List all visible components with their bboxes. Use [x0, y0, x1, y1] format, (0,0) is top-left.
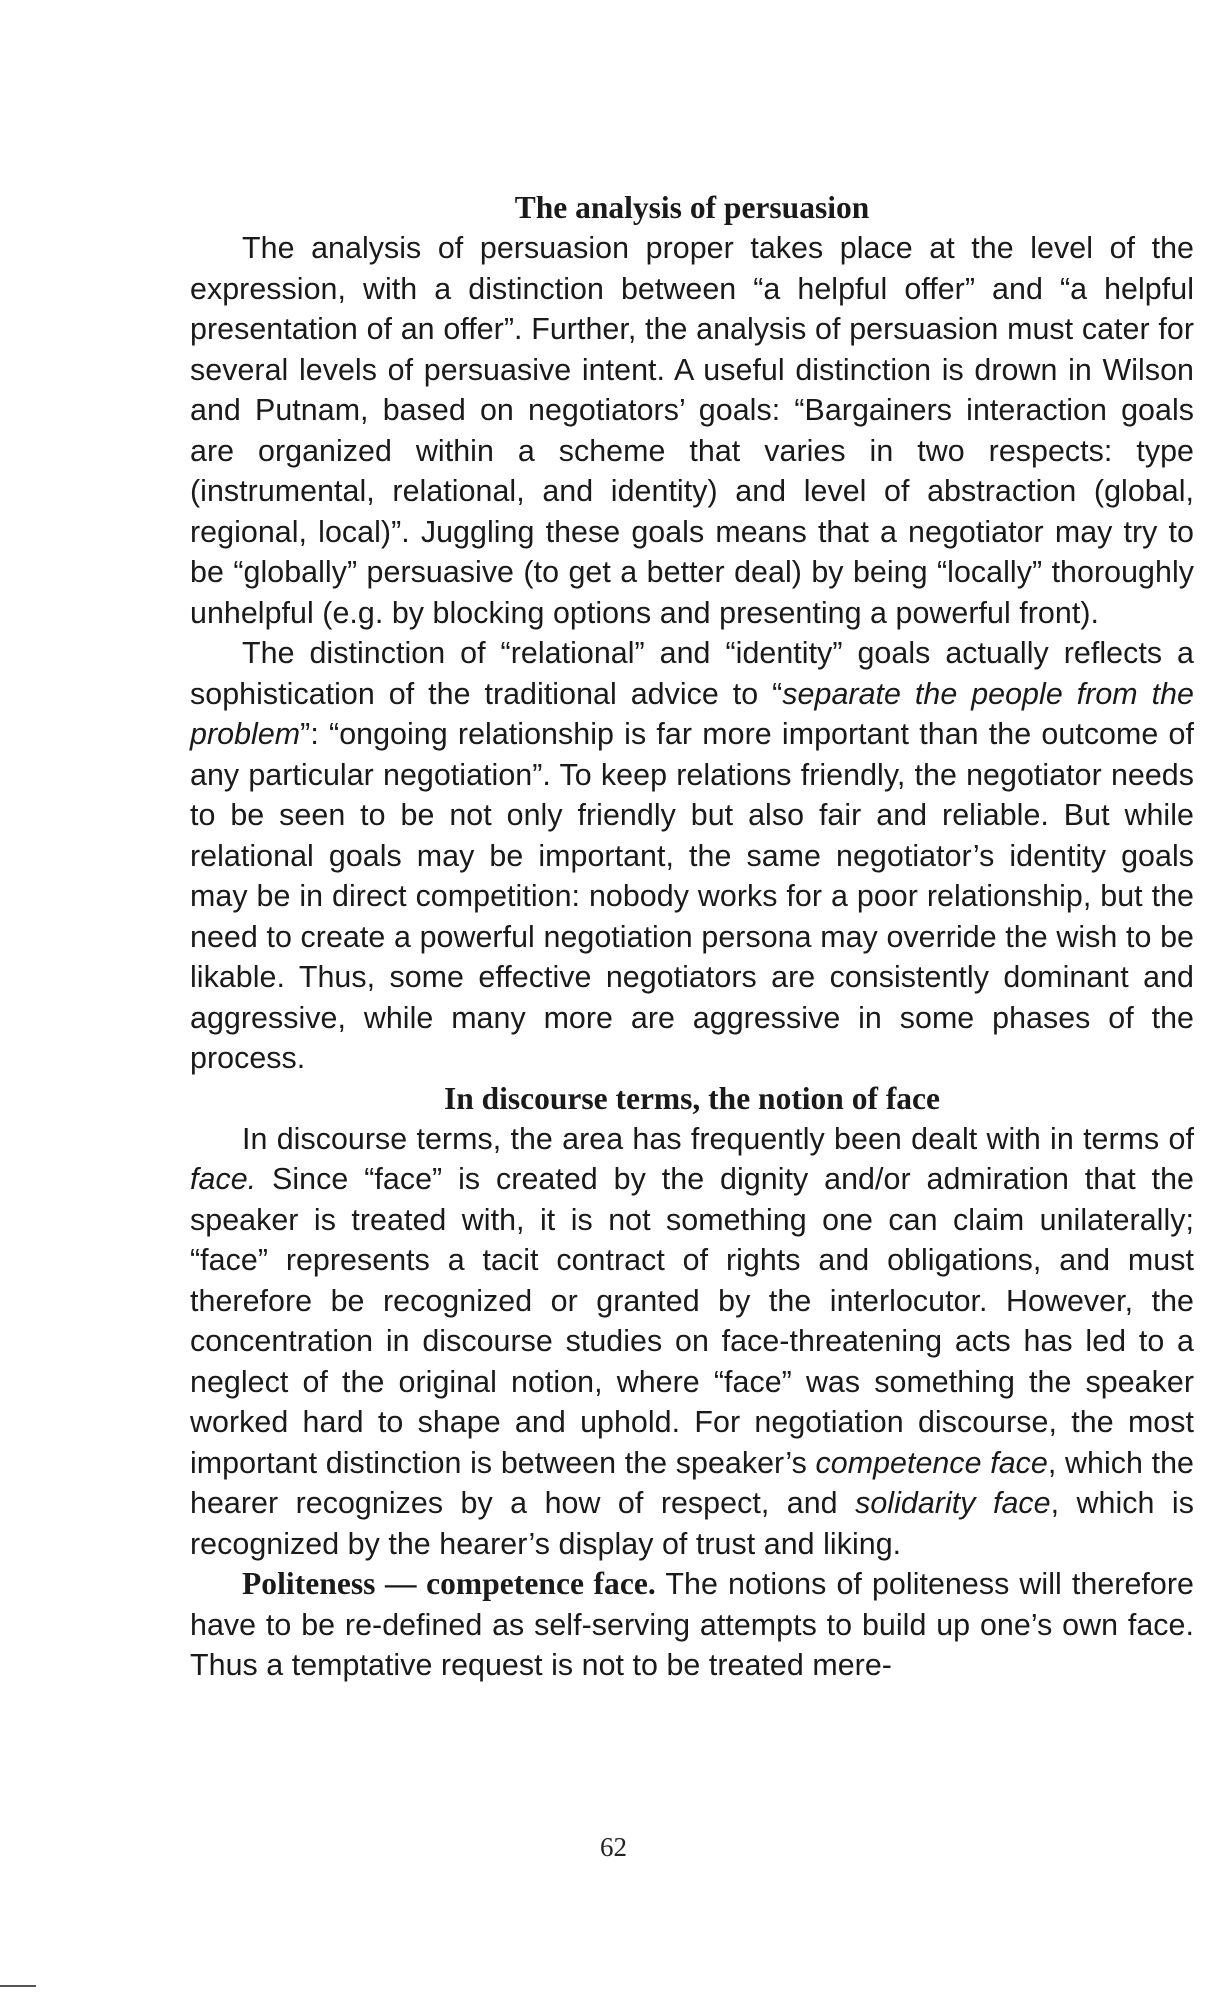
text-run: The distinction of “relational” and “identity” goals actually reflects a sophistication of the traditional advice to “	[190, 636, 1194, 711]
section-heading-face: In discourse terms, the notion of face	[443, 1080, 941, 1116]
run-in-heading-politeness: Politeness — competence face.	[242, 1566, 656, 1601]
page-number: 62	[600, 1832, 627, 1862]
paragraph-3	[190, 1119, 1194, 1565]
italic-phrase: separate the people from the problem	[190, 676, 1194, 751]
italic-term-face: face.	[190, 1162, 257, 1196]
italic-term-solidarity-face: solidarity face	[855, 1486, 1051, 1520]
section-heading-persuasion: The analysis of persuasion	[514, 190, 870, 225]
text-run: Since “face” is created by the dignity and/or admiration that the speaker is treated with, it is not something one can claim unilaterally; “face” represents a tacit contract of rights and obligations, and must therefore be recognized or granted by the interlocutor. However, the concentration in discourse studies on face-threatening acts has led to a neglect of the original notion, where “face” was something the speaker worked hard to shape and uphold. For negotiation discourse, the most important distinction is between the speaker’s	[190, 1162, 1194, 1480]
italic-term-competence-face: competence face	[815, 1445, 1048, 1480]
text-run: , which is recognized by the hearer’s display of trust and liking.	[190, 1486, 1194, 1561]
paragraph-2	[190, 633, 1194, 1079]
text-run: In discourse terms, the area has frequently been dealt with in terms of	[242, 1121, 1194, 1156]
text-run: The notions of politeness will therefore have to be re-defined as self-serving attempts to build up one’s own face. Thus a temptative request is not to be treated mere-	[190, 1567, 1195, 1682]
paragraph-4	[190, 1564, 1194, 1686]
page-content	[190, 188, 1194, 1686]
paragraph-1	[190, 228, 1194, 633]
text-run: The analysis of persuasion proper takes place at the level of the expression, with a distinction between “a helpful offer” and “a helpful presentation of an offer”. Further, the analysis of persuasion must cater for several levels of persuasive intent. A useful distinction is drown in Wilson and Putnam, based on negotiators’ goals: “Bargainers interaction goals are organized within a scheme that varies in two respects: type (instrumental, relational, and identity) and level of abstraction (global, regional, local)”. Juggling these goals means that a negotiator may try to be “globally” persuasive (to get a better deal) by being “locally” thoroughly unhelpful (e.g. by blocking options and presenting a powerful front).	[190, 231, 1194, 630]
scan-edge-mark	[0, 1985, 36, 1987]
text-run: , which the hearer recognizes by a how of respect, and	[190, 1445, 1194, 1520]
text-run: ”: “ongoing relationship is far more important than the outcome of any particular negotiation”. To keep relations friendly, the negotiator needs to be seen to be not only friendly but also fair and reliable. But while relational goals may be important, the same negotiator’s identity goals may be in direct competition: nobody works for a poor relationship, but the need to create a powerful negotiation persona may override the wish to be likable. Thus, some effective negotiators are consistently dominant and aggressive, while many more are aggressive in some phases of the process.	[190, 717, 1194, 1075]
